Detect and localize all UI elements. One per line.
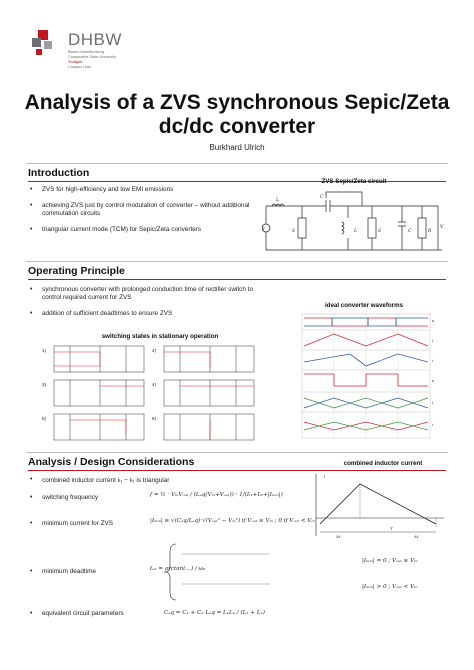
- introduction-bullets: [28, 186, 256, 242]
- circuit-figure-title: ZVS Sepic/Zeta circuit: [321, 178, 387, 185]
- svg-text:Δt: Δt: [336, 534, 341, 539]
- svg-text:i: i: [432, 401, 434, 405]
- switching-frequency-formula: f = ½ · VᵢₙVₒᵤₜ / (Lₑq(Vᵢₙ+Vₒᵤₜ)) · 1/(Iₗ₁+Iₗ₂+|Iₘᵢₙ|): [150, 492, 283, 498]
- waveforms-title: ideal converter waveforms: [324, 302, 404, 309]
- svg-text:5): 5): [42, 416, 47, 421]
- svg-text:2): 2): [152, 348, 157, 353]
- svg-text:Δt: Δt: [414, 534, 419, 539]
- ideal-waveforms-plot: [294, 312, 444, 442]
- svg-text:i: i: [432, 359, 434, 363]
- logo-squares-icon: [32, 30, 60, 58]
- svg-text:C: C: [408, 229, 412, 234]
- sepic-zeta-circuit-diagram: [262, 188, 446, 260]
- switching-states-title: switching states in stationary operation: [101, 333, 219, 340]
- dhbw-logo: [32, 28, 172, 84]
- section-heading-operating-principle: Operating Principle: [28, 265, 446, 280]
- svg-text:6): 6): [152, 416, 157, 421]
- svg-text:L: L: [276, 198, 279, 203]
- circuit-label-vin: V: [262, 227, 266, 232]
- svg-text:4): 4): [152, 382, 157, 387]
- svg-text:L: L: [354, 229, 357, 234]
- logo-line-2: Cooperative State University: [68, 55, 117, 59]
- svg-text:R: R: [428, 229, 432, 234]
- minimum-deadtime-formula: tₑ₂ = arctan(…) / ω₀: [150, 566, 206, 572]
- equivalent-parameters-formula: Cₑq = C₁ + C₂ Lₑq = L₁L₂ / (L₁ + L₂): [164, 610, 265, 616]
- deadtime-case-1: |Iₘᵢₙ| = 0 ; Vₒᵤₜ ≥ Vᵢₙ: [362, 558, 418, 564]
- operating-bullets: [28, 286, 260, 326]
- intro-bullet: • ZVS for high-efficiency and low EMI emissions: [28, 186, 256, 194]
- intro-bullet: • triangular current mode (TCM) for Sepic/Zeta converters: [28, 226, 256, 234]
- logo-line-1: Baden-Wuerttemberg: [68, 50, 105, 54]
- analysis-row-label: switching frequency: [42, 494, 99, 501]
- svg-text:i: i: [432, 423, 434, 427]
- poster-title: Analysis of a ZVS synchronous Sepic/Zeta dc/dc converter: [24, 91, 450, 138]
- analysis-row-label: minimum current for ZVS: [42, 520, 114, 527]
- svg-text:3): 3): [42, 382, 47, 387]
- analysis-row-label: minimum deadtime: [42, 568, 96, 575]
- svg-text:T: T: [390, 526, 393, 531]
- section-heading-introduction: Introduction: [28, 167, 446, 182]
- intro-bullet: • achieving ZVS just by control modulation of converter – without additional commutation circuits: [28, 202, 256, 218]
- svg-text:u: u: [432, 379, 435, 383]
- logo-campus: Campus Horb: [68, 65, 92, 69]
- poster-author: Burkhard Ulrich: [209, 143, 265, 152]
- section-heading-analysis: Analysis / Design Considerations: [28, 456, 446, 471]
- minimum-current-formula: |Iₘᵢₙ| ≥ √(Cₑq/Lₑq)·√(Vₒᵤₜ² − Vᵢₙ²) if Vₒᵤₜ ≥ Vᵢₙ ; 0 if Vₒᵤₜ < Vᵢₙ: [150, 518, 315, 524]
- deadtime-formula-brace: [160, 542, 276, 602]
- svg-text:S: S: [292, 229, 296, 234]
- operating-bullet: • addition of sufficient deadtimes to ensure ZVS: [28, 310, 260, 318]
- svg-text:C: C: [320, 195, 324, 200]
- analysis-row-label: combined inductor current iₗ₁ − iₗ₂ is triangular: [42, 477, 170, 484]
- svg-text:i: i: [324, 474, 326, 479]
- svg-text:i: i: [432, 339, 434, 343]
- switching-states-diagram: [40, 342, 270, 446]
- operating-bullet: • synchronous converter with prolonged conduction time of rectifier switch to control required current for ZVS: [28, 286, 260, 302]
- combined-inductor-current-plot: [310, 470, 448, 542]
- logo-name: DHBW: [68, 30, 122, 49]
- svg-text:u: u: [432, 319, 435, 323]
- svg-text:1): 1): [42, 348, 47, 353]
- logo-subtext: [68, 50, 168, 70]
- inductor-current-title: combined inductor current: [343, 460, 423, 467]
- analysis-row-label: equivalent circuit parameters: [42, 610, 124, 617]
- svg-text:V: V: [440, 225, 444, 230]
- logo-city: Stuttgart: [68, 60, 83, 64]
- deadtime-case-2: |Iₘᵢₙ| > 0 ; Vₒᵤₜ < Vᵢₙ: [362, 584, 418, 590]
- svg-text:S: S: [378, 229, 382, 234]
